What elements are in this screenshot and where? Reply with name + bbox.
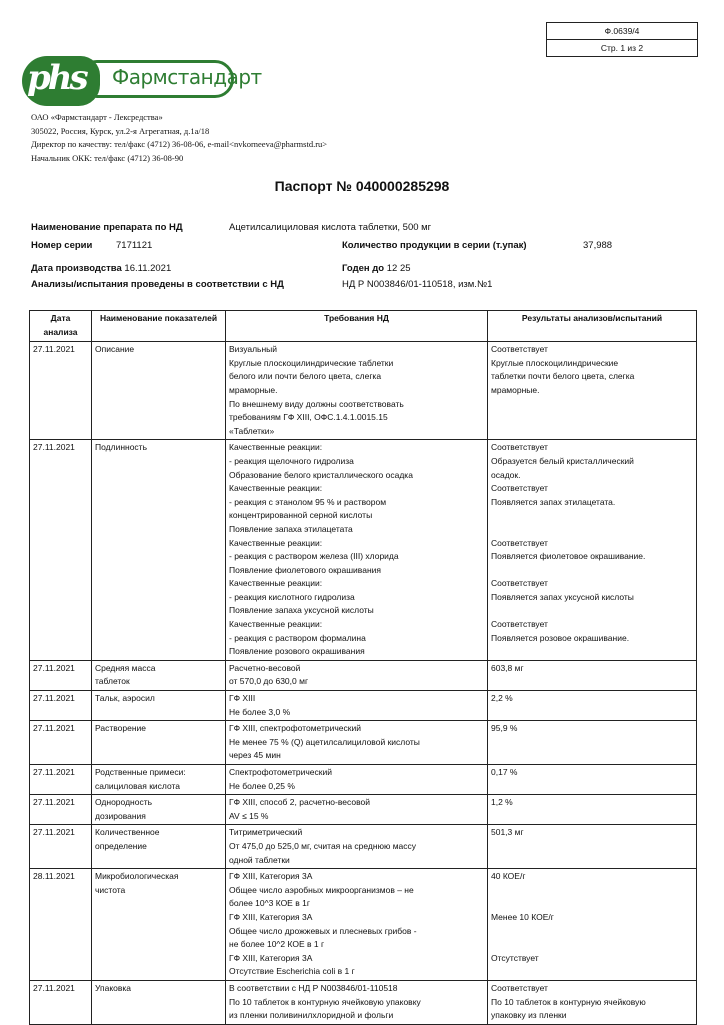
requirements-line: от 570,0 до 630,0 мг (229, 676, 309, 687)
requirements-line: Качественные реакции: (229, 483, 323, 494)
requirements (226, 980, 488, 1024)
requirements-line: Качественные реакции: (229, 619, 323, 630)
result (488, 721, 697, 765)
expiry-value: 12 25 (386, 263, 411, 274)
pharmstandard-logo (22, 56, 262, 106)
result-line (491, 925, 693, 939)
requirements (226, 869, 488, 981)
requirements-line: ГФ XIII, Категория 3А (229, 911, 313, 922)
requirements-line: В соответствии с НД Р N003846/01-110518 (229, 982, 398, 993)
col-header-requirements: Требования НД (226, 311, 488, 342)
analysis-date: 27.11.2021 (30, 765, 92, 795)
result-line (491, 523, 693, 537)
result-line (491, 938, 693, 952)
result-line: таблетки почти белого цвета, слегка (491, 371, 635, 382)
analysis-date: 27.11.2021 (30, 980, 92, 1024)
requirements-line: Качественные реакции: (229, 442, 323, 453)
requirements-line: Не более 3,0 % (229, 706, 291, 717)
page-info: Стр. 1 из 2 (547, 39, 697, 56)
requirements-line: белого или почти белого цвета, слегка (229, 371, 382, 382)
requirements-line: Спектрофотометрический (229, 767, 332, 777)
indicator-name-line: чистота (95, 884, 126, 895)
requirements-line: Титриметрический (229, 827, 303, 838)
form-code-box (546, 22, 698, 57)
col-header-results: Результаты анализов/испытаний (488, 311, 697, 342)
table-row (30, 980, 697, 1024)
table-row (30, 765, 697, 795)
logo-letters: phs (27, 58, 86, 98)
indicator-name (92, 342, 226, 440)
results-table-body (30, 342, 697, 1025)
indicator-name-line: таблеток (95, 676, 130, 687)
table-row (30, 825, 697, 869)
requirements-line: Общее число аэробных микроорганизмов – не (229, 884, 414, 895)
indicator-name (92, 691, 226, 721)
result-line: мраморные. (491, 384, 540, 395)
indicator-name (92, 660, 226, 690)
indicator-name (92, 795, 226, 825)
requirements-line: - реакция щелочного гидролиза (229, 455, 354, 466)
qty-label: Количество продукции в серии (т.упак) (342, 240, 527, 251)
result-line: Соответствует (491, 537, 548, 548)
indicator-name-line: дозирования (95, 810, 146, 821)
indicator-name-line: салициловая кислота (95, 780, 181, 791)
result-line: Отсутствует (491, 952, 539, 963)
indicator-name-line: определение (95, 840, 147, 851)
requirements-line: ГФ XIII, Категория 3А (229, 871, 313, 882)
analysis-label: Анализы/испытания проведены в соответствии с НД (31, 279, 284, 290)
requirements-line: через 45 мин (229, 750, 281, 761)
indicator-name-line: Описание (95, 344, 135, 355)
requirements-line: Отсутствие Escherichia coli в 1 г (229, 966, 355, 977)
result-line: Соответствует (491, 442, 548, 453)
requirements-line: из пленки поливинилхлоридной и фольги (229, 1010, 394, 1021)
result (488, 440, 697, 661)
result (488, 691, 697, 721)
company-name: ОАО «Фармстандарт - Лексредства» (31, 112, 163, 122)
result-line: 95,9 % (491, 723, 518, 734)
result-line: Соответствует (491, 982, 548, 993)
requirements-line: ГФ XIII, спектрофотометрический (229, 723, 361, 734)
result-line: Появляется запах уксусной кислоты (491, 591, 634, 602)
analysis-date: 27.11.2021 (30, 660, 92, 690)
table-row (30, 721, 697, 765)
result (488, 825, 697, 869)
production-date-value: 16.11.2021 (124, 263, 172, 274)
requirements (226, 440, 488, 661)
table-row (30, 869, 697, 981)
requirements-line: От 475,0 до 525,0 мг, считая на среднюю массу (229, 840, 417, 851)
indicator-name-line: Родственные примеси: (95, 767, 186, 777)
requirements-line: одной таблетки (229, 854, 290, 865)
requirements (226, 342, 488, 440)
requirements-line: мраморные. (229, 384, 278, 395)
requirements-line: - реакция с этанолом 95 % и раствором (229, 496, 387, 507)
result-line: Появляется фиолетовое окрашивание. (491, 551, 646, 562)
requirements-line: Качественные реакции: (229, 537, 323, 548)
result-line: 40 КОЕ/г (491, 871, 526, 882)
requirements-line: Появление запаха этилацетата (229, 523, 353, 534)
indicator-name-line: Тальк, аэросил (95, 693, 155, 704)
requirements (226, 660, 488, 690)
drug-field (31, 222, 183, 233)
col-header-indicator: Наименование показателей (92, 311, 226, 342)
requirements-line: ГФ XIII (229, 693, 256, 704)
production-date-label: Дата производства (31, 263, 122, 274)
results-table (29, 310, 697, 1025)
drug-label: Наименование препарата по НД (31, 222, 183, 233)
analysis-date: 27.11.2021 (30, 795, 92, 825)
indicator-name (92, 440, 226, 661)
requirements-line: - реакция кислотного гидролиза (229, 591, 355, 602)
company-address: 305022, Россия, Курск, ул.2-я Агрегатная, д.1а/18 (31, 125, 210, 136)
result (488, 795, 697, 825)
requirements-line: ГФ XIII, способ 2, расчетно-весовой (229, 797, 370, 808)
result-line: 0,17 % (491, 767, 518, 777)
result-line: Появляется розовое окрашивание. (491, 632, 630, 643)
result-line: По 10 таблеток в контурную ячейковую (491, 996, 646, 1007)
result-line: Соответствует (491, 619, 548, 630)
series-label: Номер серии (31, 240, 93, 251)
indicator-name-line: Средняя масса (95, 662, 156, 673)
requirements-line: Визуальный (229, 344, 278, 355)
requirements-line: Расчетно-весовой (229, 662, 301, 673)
expiry (342, 263, 411, 274)
result-line: 2,2 % (491, 693, 513, 704)
result (488, 765, 697, 795)
table-header-row (30, 311, 697, 342)
logo-name: Фармстандарт (112, 65, 262, 89)
result-line: Появляется запах этилацетата. (491, 496, 616, 507)
table-row (30, 795, 697, 825)
requirements-line: Круглые плоскоцилиндрические таблетки (229, 357, 394, 368)
requirements (226, 795, 488, 825)
indicator-name-line: Растворение (95, 723, 147, 734)
series-value: 7171121 (116, 240, 153, 251)
indicator-name-line: Однородность (95, 797, 153, 808)
requirements-line: Появление запаха уксусной кислоты (229, 605, 374, 616)
analysis-date: 27.11.2021 (30, 691, 92, 721)
result-line: Соответствует (491, 344, 548, 355)
result-line: 603,8 мг (491, 662, 524, 673)
requirements (226, 825, 488, 869)
analysis-value: НД Р N003846/01-110518, изм.№1 (342, 279, 493, 290)
result-line: Менее 10 КОЕ/г (491, 911, 554, 922)
analysis-date: 27.11.2021 (30, 825, 92, 869)
requirements-line: более 10^3 КОЕ в 1г (229, 898, 310, 909)
indicator-name (92, 721, 226, 765)
result-line: упаковку из пленки (491, 1010, 567, 1021)
indicator-name-line: Микробиологическая (95, 871, 179, 882)
requirements (226, 721, 488, 765)
result-line (491, 604, 693, 618)
analysis-date: 28.11.2021 (30, 869, 92, 981)
analysis-date: 27.11.2021 (30, 440, 92, 661)
analysis-date: 27.11.2021 (30, 721, 92, 765)
indicator-name (92, 869, 226, 981)
requirements-line: Не более 0,25 % (229, 780, 295, 791)
requirements-line: не более 10^2 КОЕ в 1 г (229, 939, 325, 950)
requirements-line: Общее число дрожжевых и плесневых грибов - (229, 925, 417, 936)
col-header-date: Дата анализа (30, 311, 92, 342)
expiry-label: Годен до (342, 263, 385, 274)
requirements-line: По внешнему виду должны соответствовать (229, 398, 404, 409)
requirements (226, 765, 488, 795)
result-line: Круглые плоскоцилиндрические (491, 357, 619, 368)
result-line (491, 564, 693, 578)
result-line (491, 884, 693, 898)
requirements-line: ГФ XIII, Категория 3А (229, 952, 313, 963)
result-line (491, 509, 693, 523)
drug-value: Ацетилсалициловая кислота таблетки, 500 мг (229, 222, 432, 233)
result-line: Соответствует (491, 578, 548, 589)
indicator-name (92, 825, 226, 869)
requirements-line: AV ≤ 15 % (229, 810, 269, 821)
result (488, 980, 697, 1024)
requirements-line: Появление розового окрашивания (229, 646, 365, 657)
production-date (31, 263, 171, 274)
page-title: Паспорт № 040000285298 (274, 178, 450, 194)
result-line: Образуется белый кристаллический (491, 455, 634, 466)
table-row (30, 660, 697, 690)
requirements-line: Появление фиолетового окрашивания (229, 564, 381, 575)
quality-director-contact: Директор по качеству: тел/факс (4712) 36-08-06, e-mail<nvkorneeva@pharmstd.ru> (31, 139, 328, 149)
requirements (226, 691, 488, 721)
requirements-line: Не менее 75 % (Q) ацетилсалициловой кислоты (229, 736, 420, 747)
result-line: осадок. (491, 469, 521, 480)
indicator-name (92, 980, 226, 1024)
requirements-line: требованиям ГФ XIII, ОФС.1.4.1.0015.15 (229, 412, 388, 423)
table-row (30, 440, 697, 661)
requirements-line: - реакция с раствором формалина (229, 632, 366, 643)
result-line: Соответствует (491, 483, 548, 494)
result (488, 660, 697, 690)
requirements-line: - реакция с раствором железа (III) хлорида (229, 551, 399, 562)
result-line: 501,3 мг (491, 827, 524, 838)
indicator-name-line: Упаковка (95, 982, 132, 993)
indicator-name (92, 765, 226, 795)
requirements-line: Образование белого кристаллического осадка (229, 469, 413, 480)
company-info (31, 111, 327, 165)
result-line: 1,2 % (491, 797, 513, 808)
requirements-line: «Таблетки» (229, 425, 275, 436)
result (488, 869, 697, 981)
result-line (491, 897, 693, 911)
table-row (30, 691, 697, 721)
indicator-name-line: Подлинность (95, 442, 148, 453)
okk-head-contact: Начальник ОКК: тел/факс (4712) 36-08-90 (31, 152, 184, 163)
result (488, 342, 697, 440)
table-row (30, 342, 697, 440)
analysis-date: 27.11.2021 (30, 342, 92, 440)
requirements-line: Качественные реакции: (229, 578, 323, 589)
indicator-name-line: Количественное (95, 827, 160, 838)
qty-value: 37,988 (583, 240, 613, 251)
requirements-line: По 10 таблеток в контурную ячейковую упаковку (229, 996, 421, 1007)
form-code: Ф.0639/4 (604, 26, 640, 36)
requirements-line: концентрированной серной кислоты (229, 510, 373, 521)
